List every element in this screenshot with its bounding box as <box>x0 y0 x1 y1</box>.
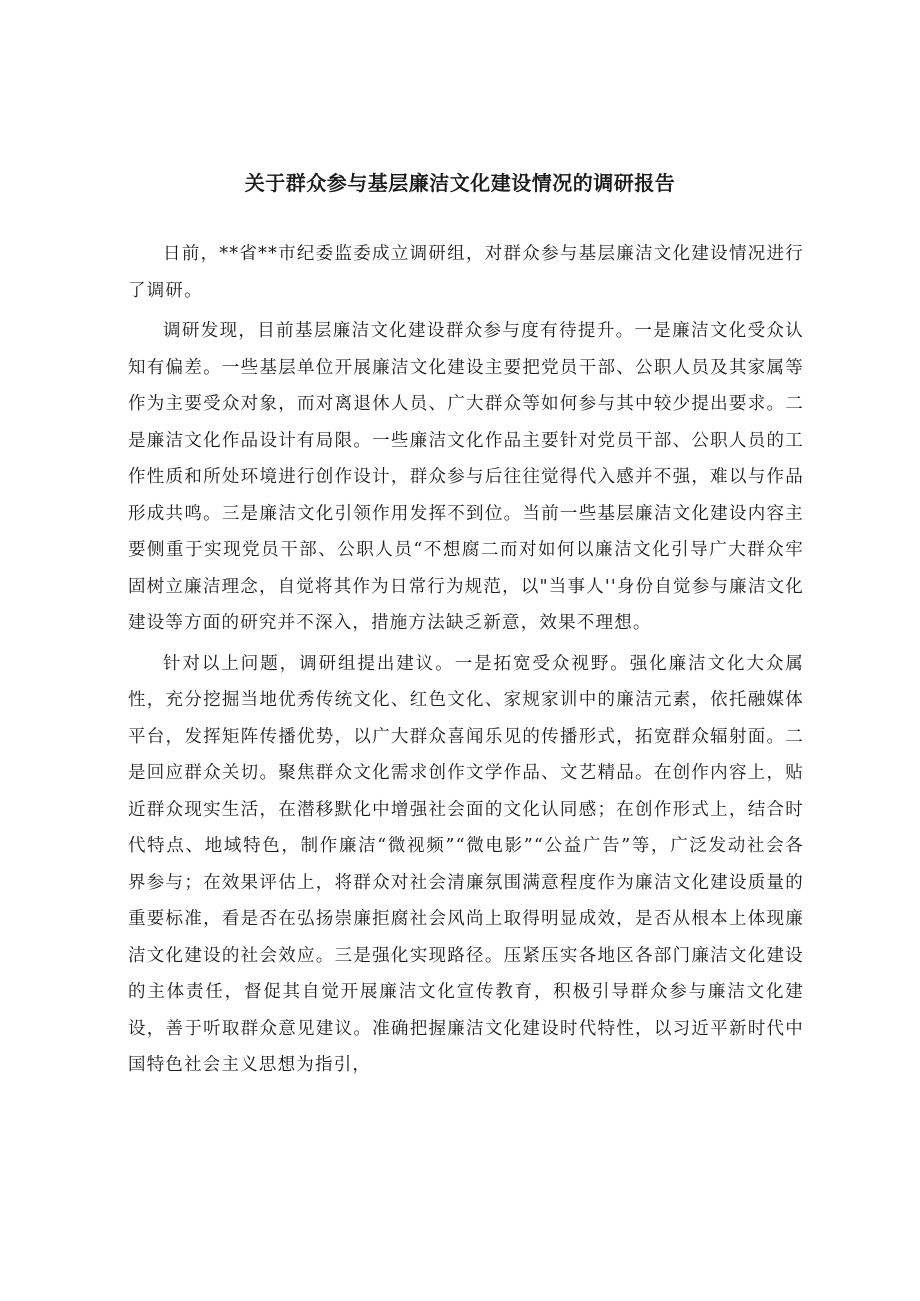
document-title: 关于群众参与基层廉洁文化建设情况的调研报告 <box>244 171 676 195</box>
paragraph-findings: 调研发现，目前基层廉洁文化建设群众参与度有待提升。一是廉洁文化受众认知有偏差。一些基层单位开展廉洁文化建设主要把党员干部、公职人员及其家属等作为主要受众对象，而对离退休人员、广大群众等如何参与其中较少提出要求。二是廉洁文化作品设计有局限。一些廉洁文化作品主要针对党员干部、公职人员的工作性质和所处环境进行创作设计，群众参与后往往觉得代入感并不强，难以与作品形成共鸣。三是廉洁文化引领作用发挥不到位。当前一些基层廉洁文化建设内容主要侧重于实现党员干部、公职人员“不想腐二而对如何以廉洁文化引导广大群众牢固树立廉洁理念，自觉将其作为日常行为规范，以"当事人''身份自觉参与廉洁文化建设等方面的研究并不深入，措施方法缺乏新意，效果不理想。 <box>128 321 804 633</box>
document-body <box>128 236 804 1088</box>
paragraph-suggestions: 针对以上问题，调研组提出建议。一是拓宽受众视野。强化廉洁文化大众属性，充分挖掘当地优秀传统文化、红色文化、家规家训中的廉洁元素，依托融媒体平台，发挥矩阵传播优势，以广大群众喜闻乐见的传播形式，拓宽群众辐射面。二是回应群众关切。聚焦群众文化需求创作文学作品、文艺精品。在创作内容上，贴近群众现实生活，在潜移默化中增强社会面的文化认同感；在创作形式上，结合时代特点、地域特色，制作廉洁“微视频”“微电影”“公益广告”等，广泛发动社会各界参与；在效果评估上，将群众对社会清廉氛围满意程度作为廉洁文化建设质量的重要标准，看是否在弘扬崇廉拒腐社会风尚上取得明显成效，是否从根本上体现廉洁文化建设的社会效应。三是强化实现路径。压紧压实各地区各部门廉洁文化建设的主体责任，督促其自觉开展廉洁文化宣传教育，积极引导群众参与廉洁文化建设，善于听取群众意见建议。准确把握廉洁文化建设时代特性，以习近平新时代中国特色社会主义思想为指引， <box>128 653 804 1075</box>
paragraph-intro: 日前，**省**市纪委监委成立调研组，对群众参与基层廉洁文化建设情况进行了调研。 <box>128 244 804 301</box>
